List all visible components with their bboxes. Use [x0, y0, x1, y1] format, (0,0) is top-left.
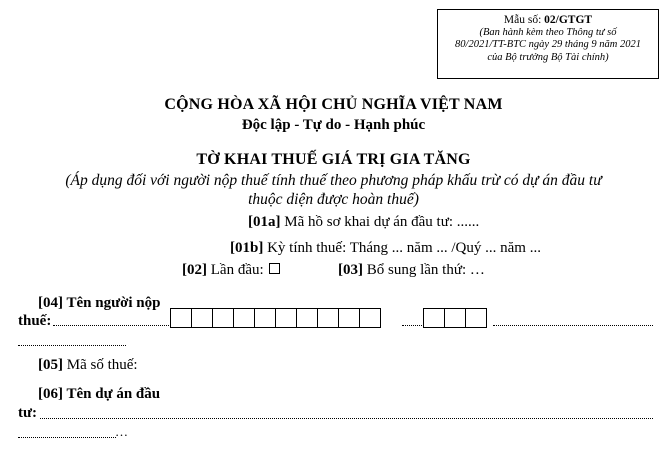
tax-code-separator-dots: [402, 325, 424, 326]
form-note-line-1: (Ban hành kèm theo Thông tư số: [479, 26, 617, 38]
field-01b[interactable]: [230, 240, 541, 257]
field-01a-text: Mã hồ sơ khai dự án đầu tư: ......: [280, 214, 480, 230]
taxpayer-name-dots-end: [493, 325, 653, 326]
form-code-box: [437, 9, 659, 79]
tax-code-cell[interactable]: [338, 308, 360, 328]
field-03[interactable]: [338, 262, 485, 279]
tax-code-cell[interactable]: [254, 308, 276, 328]
tax-code-cell[interactable]: [423, 308, 445, 328]
tax-code-cell[interactable]: [212, 308, 234, 328]
tax-code-cells-group-2[interactable]: [423, 308, 486, 328]
field-05-code: [05]: [38, 357, 63, 373]
project-name-dots[interactable]: [40, 418, 653, 419]
form-subtitle: [0, 171, 667, 209]
field-01a[interactable]: [248, 214, 479, 231]
field-03-text: Bổ sung lần thứ: …: [363, 262, 485, 278]
tax-code-cell[interactable]: [296, 308, 318, 328]
tax-code-cells-group-1[interactable]: [170, 308, 380, 328]
field-04-label-line-1: [04] Tên người nộp: [38, 295, 161, 311]
field-01a-code: [01a]: [248, 214, 281, 230]
field-04-label-line-2: thuế:: [18, 313, 52, 329]
project-name-ellipsis: …: [115, 424, 128, 439]
field-06-label-line-1: [06] Tên dự án đầu: [38, 386, 161, 402]
country-name: CỘNG HÒA XÃ HỘI CHỦ NGHĨA VIỆT NAM: [164, 96, 503, 113]
tax-code-cell[interactable]: [359, 308, 381, 328]
form-note-line-3: của Bộ trưởng Bộ Tài chính): [487, 51, 609, 63]
field-05[interactable]: [38, 357, 138, 374]
tax-code-cell[interactable]: [275, 308, 297, 328]
field-01b-text: Kỳ tính thuế: Tháng ... năm ... /Quý ... năm ...: [263, 240, 541, 256]
form-note-line-2: 80/2021/TT-BTC ngày 29 tháng 9 năm 2021: [455, 39, 641, 50]
field-05-text: Mã số thuế:: [63, 357, 138, 373]
tax-code-cell[interactable]: [233, 308, 255, 328]
tax-code-cell[interactable]: [444, 308, 466, 328]
tax-code-cell[interactable]: [465, 308, 487, 328]
field-02-code: [02]: [182, 262, 207, 278]
project-name-dots-line-2: [18, 437, 116, 438]
field-02: [182, 262, 280, 279]
field-02-text: Lần đầu:: [207, 262, 268, 278]
subtitle-line-1: (Áp dụng đối với người nộp thuế tính thuế theo phương pháp khấu trừ có dự án đầu tư: [65, 172, 602, 189]
tax-code-cell[interactable]: [170, 308, 192, 328]
national-motto: Độc lập - Tự do - Hạnh phúc: [241, 117, 426, 133]
tax-code-cell[interactable]: [317, 308, 339, 328]
tax-code-cell[interactable]: [191, 308, 213, 328]
field-06-label-line-2: tư:: [18, 405, 37, 421]
taxpayer-name-dots-line-2: [18, 345, 126, 346]
form-code: Mẫu số: 02/GTGT: [503, 14, 593, 26]
field-01b-code: [01b]: [230, 240, 264, 256]
field-03-code: [03]: [338, 262, 363, 278]
form-title: TỜ KHAI THUẾ GIÁ TRỊ GIA TĂNG: [196, 151, 471, 168]
subtitle-line-2: thuộc diện được hoàn thuế): [248, 191, 419, 208]
taxpayer-name-dots[interactable]: [53, 325, 171, 326]
first-time-checkbox[interactable]: [269, 263, 280, 274]
